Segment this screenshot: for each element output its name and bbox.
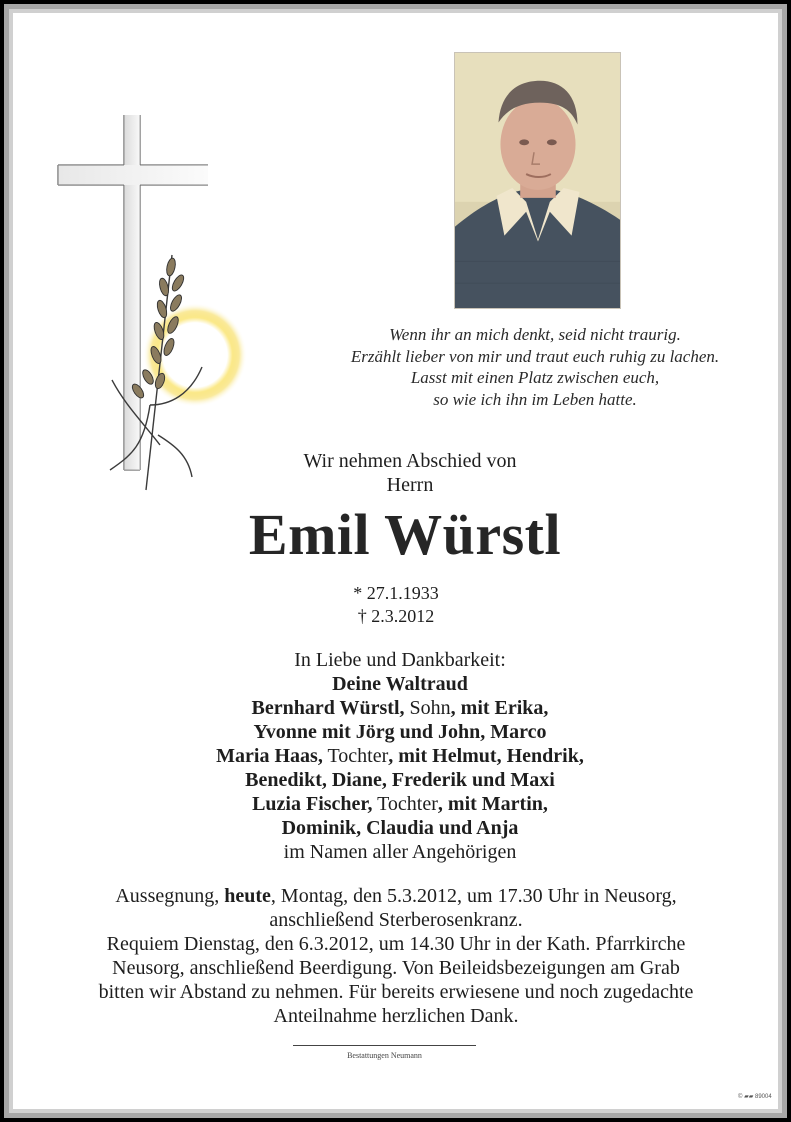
death-date: † 2.3.2012: [357, 606, 435, 626]
family-closing: im Namen aller Angehörigen: [283, 841, 517, 863]
poem-line: Lasst mit einen Platz zwischen euch,: [410, 368, 660, 387]
cross-icon: [40, 105, 270, 505]
service-line: [40, 884, 752, 908]
daughter1-name: Maria Haas,: [216, 745, 323, 767]
service-today: heute: [224, 885, 271, 907]
son-partner: , mit Erika,: [450, 697, 549, 719]
family-daughter-1-children: Benedikt, Diane, Frederik und Maxi: [245, 769, 555, 791]
service-line: anschließend Sterberosenkranz.: [269, 909, 523, 931]
son-role: Sohn: [404, 697, 451, 719]
daughter2-name: Luzia Fischer,: [252, 793, 373, 815]
service-blessing: Aussegnung,: [115, 885, 225, 907]
service-line: Anteilnahme herzlichen Dank.: [273, 1005, 519, 1027]
family-son: [90, 696, 710, 720]
service-line: Requiem Dienstag, den 6.3.2012, um 14.30 Uhr in der Kath. Pfarrkirche: [106, 933, 686, 955]
family-wife: Deine Waltraud: [332, 673, 468, 695]
daughter1-partner: , mit Helmut, Hendrik,: [388, 745, 584, 767]
copyright-mark: © ▰▰ 89004: [738, 1094, 772, 1100]
poem: [300, 324, 770, 410]
service-line: Neusorg, anschließend Beerdigung. Von Beileidsbezeigungen am Grab: [112, 957, 680, 979]
daughter1-role: Tochter: [322, 745, 389, 767]
daughter2-partner: , mit Martin,: [437, 793, 548, 815]
son-name: Bernhard Würstl,: [251, 697, 405, 719]
portrait-photo: [454, 52, 621, 309]
farewell-intro: [200, 449, 620, 497]
farewell-line: Herrn: [386, 474, 434, 496]
service-details: [40, 884, 752, 1028]
service-blessing-time: , Montag, den 5.3.2012, um 17.30 Uhr in Neusorg,: [270, 885, 677, 907]
family-daughter-2-children: Dominik, Claudia und Anja: [281, 817, 519, 839]
family-daughter-2: [90, 792, 710, 816]
birth-date: * 27.1.1933: [353, 583, 439, 603]
poem-line: Erzählt lieber von mir und traut euch ruhig zu lachen.: [350, 346, 720, 366]
family-heading: In Liebe und Dankbarkeit:: [294, 649, 506, 671]
family-daughter-1: [90, 744, 710, 768]
daughter2-role: Tochter: [372, 793, 438, 815]
poem-line: Wenn ihr an mich denkt, seid nicht traurig.: [389, 325, 681, 344]
farewell-line: Wir nehmen Abschied von: [303, 450, 517, 472]
family-son-children: Yvonne mit Jörg und John, Marco: [253, 721, 547, 743]
service-line: bitten wir Abstand zu nehmen. Für bereits erwiesene und noch zugedachte: [98, 981, 694, 1003]
footer-divider: [293, 1045, 476, 1046]
family-list: [90, 648, 710, 864]
undertaker-name: Bestattungen Neumann: [347, 1051, 422, 1060]
deceased-name: Emil Würstl: [248, 502, 562, 567]
poem-line: so wie ich ihn im Leben hatte.: [433, 389, 637, 409]
life-dates: [296, 582, 496, 628]
